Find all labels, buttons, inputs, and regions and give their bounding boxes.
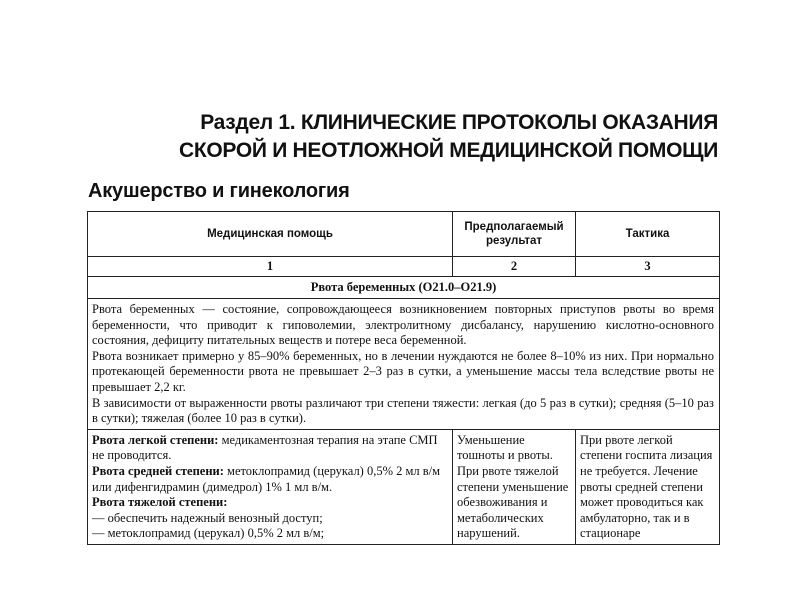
table-header-row xyxy=(88,212,720,257)
column-number-1: 1 xyxy=(88,257,453,277)
group-title: Рвота беременных (O21.0–O21.9) xyxy=(88,277,720,299)
care-cell xyxy=(88,429,453,544)
description-paragraph-3: В зависимости от выраженности рвоты различают три степени тяжести: легкая (до 5 раз в сутки); средняя (5–10 раз в сутки); тяжелая (более 10 раз в сутки). xyxy=(92,395,714,426)
group-title-row xyxy=(88,277,720,299)
header-tactics: Тактика xyxy=(576,212,720,257)
care-mild-label: Рвота легкой степени: xyxy=(92,432,219,447)
protocol-row xyxy=(88,429,720,544)
care-moderate xyxy=(92,464,448,495)
subsection-title: Акушерство и гинекология xyxy=(88,180,350,202)
section-title-line-1: Раздел 1. КЛИНИЧЕСКИЕ ПРОТОКОЛЫ ОКАЗАНИЯ xyxy=(200,111,718,134)
section-title-line-2: СКОРОЙ И НЕОТЛОЖНОЙ МЕДИЦИНСКОЙ ПОМОЩИ xyxy=(179,139,718,162)
description-cell xyxy=(88,299,720,430)
care-severe-item: — обеспечить надежный венозный доступ; xyxy=(92,510,323,525)
description-paragraph-2: Рвота возникает примерно у 85–90% беременных, но в лечении нуждаются не более 8–10% из них. При нормально протекающей беременности рвота не превышает 2–3 раз в сутки, а уменьшение массы тела вследствие рвоты не превышает 2,2 кг. xyxy=(92,348,714,394)
tactics-cell: При рвоте легкой степени госпита лизация не требуется. Лечение рвоты средней степени может проводиться как амбулаторно, так и в стационаре xyxy=(576,429,720,544)
care-mild-text: медикаментозная терапия на этапе СМП не проводится. xyxy=(92,432,438,463)
description-row xyxy=(88,299,720,430)
care-mild xyxy=(92,433,448,464)
care-moderate-label: Рвота средней степени: xyxy=(92,463,224,478)
care-severe-label: Рвота тяжелой степени: xyxy=(92,495,228,510)
result-cell: Уменьшение тошноты и рвоты. При рвоте тяжелой степени уменьшение обезвоживания и метаболических нарушений. xyxy=(453,429,576,544)
header-expected-result: Предполагаемый результат xyxy=(453,212,576,257)
protocol-table xyxy=(87,211,720,545)
care-moderate-text: метоклопрамид (церукал) 0,5% 2 мл в/м или дифенгидрамин (димедрол) 1% 1 мл в/м. xyxy=(92,463,441,494)
header-medical-care: Медицинская помощь xyxy=(88,212,453,257)
column-number-row xyxy=(88,257,720,277)
column-number-3: 3 xyxy=(576,257,720,277)
care-severe-item: — метоклопрамид (церукал) 0,5% 2 мл в/м; xyxy=(92,526,325,541)
section-title xyxy=(179,109,718,165)
description-paragraph-1: Рвота беременных — состояние, сопровождающееся возникновением повторных приступов рвоты во время беременности, что приводит к гиповолемии, электролитному дисбалансу, нарушению кислотно-основного состояния, дефициту питательных веществ и потере веса беременной. xyxy=(92,302,714,348)
column-number-2: 2 xyxy=(453,257,576,277)
